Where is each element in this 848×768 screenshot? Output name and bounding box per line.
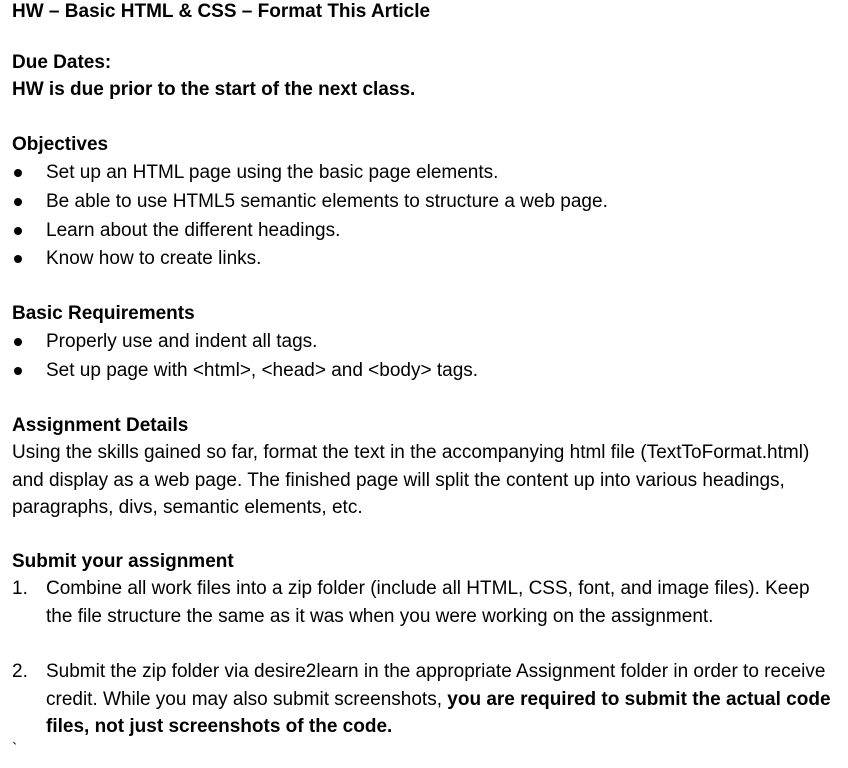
requirement-item-text: Set up page with <html>, <head> and <body> tags.: [46, 360, 479, 381]
objective-item-text: Set up an HTML page using the basic page elements.: [46, 162, 499, 183]
objective-item-text: Be able to use HTML5 semantic elements to structure a web page.: [46, 191, 608, 212]
due-dates-text: HW is due prior to the start of the next class.: [12, 79, 416, 100]
submit-step-bold-text: you are required to submit the actual code files, not just screenshots of the code.: [46, 688, 831, 737]
submit-step-text: [46, 658, 836, 741]
due-dates-heading: Due Dates:: [12, 52, 112, 73]
objective-item-text: Know how to create links.: [46, 248, 262, 269]
step-number: 2.: [12, 661, 28, 682]
trailing-mark: `: [12, 741, 18, 758]
basic-requirements-heading: Basic Requirements: [12, 303, 195, 324]
objective-item-text: Learn about the different headings.: [46, 220, 341, 241]
assignment-details-heading: Assignment Details: [12, 415, 189, 436]
requirement-item-text: Properly use and indent all tags.: [46, 331, 318, 352]
objectives-heading: Objectives: [12, 134, 109, 155]
assignment-details-text: Using the skills gained so far, format the text in the accompanying html file (TextToFormat.html) and display as a web page. The finished page will split the content up into various headings, paragraphs, divs, semantic elements, etc.: [12, 442, 810, 518]
document-title: HW – Basic HTML & CSS – Format This Article: [12, 1, 431, 22]
submit-step-text: Combine all work files into a zip folder (include all HTML, CSS, font, and image files). Keep the file structure the same as it was when you were working on the assignment.: [46, 578, 810, 627]
submit-step-plain-text: Submit the zip folder via desire2learn in the appropriate Assignment folder in order to receive credit. While you may also submit screenshots,: [46, 661, 826, 710]
step-number: 1.: [12, 578, 28, 599]
submit-heading: Submit your assignment: [12, 551, 234, 572]
